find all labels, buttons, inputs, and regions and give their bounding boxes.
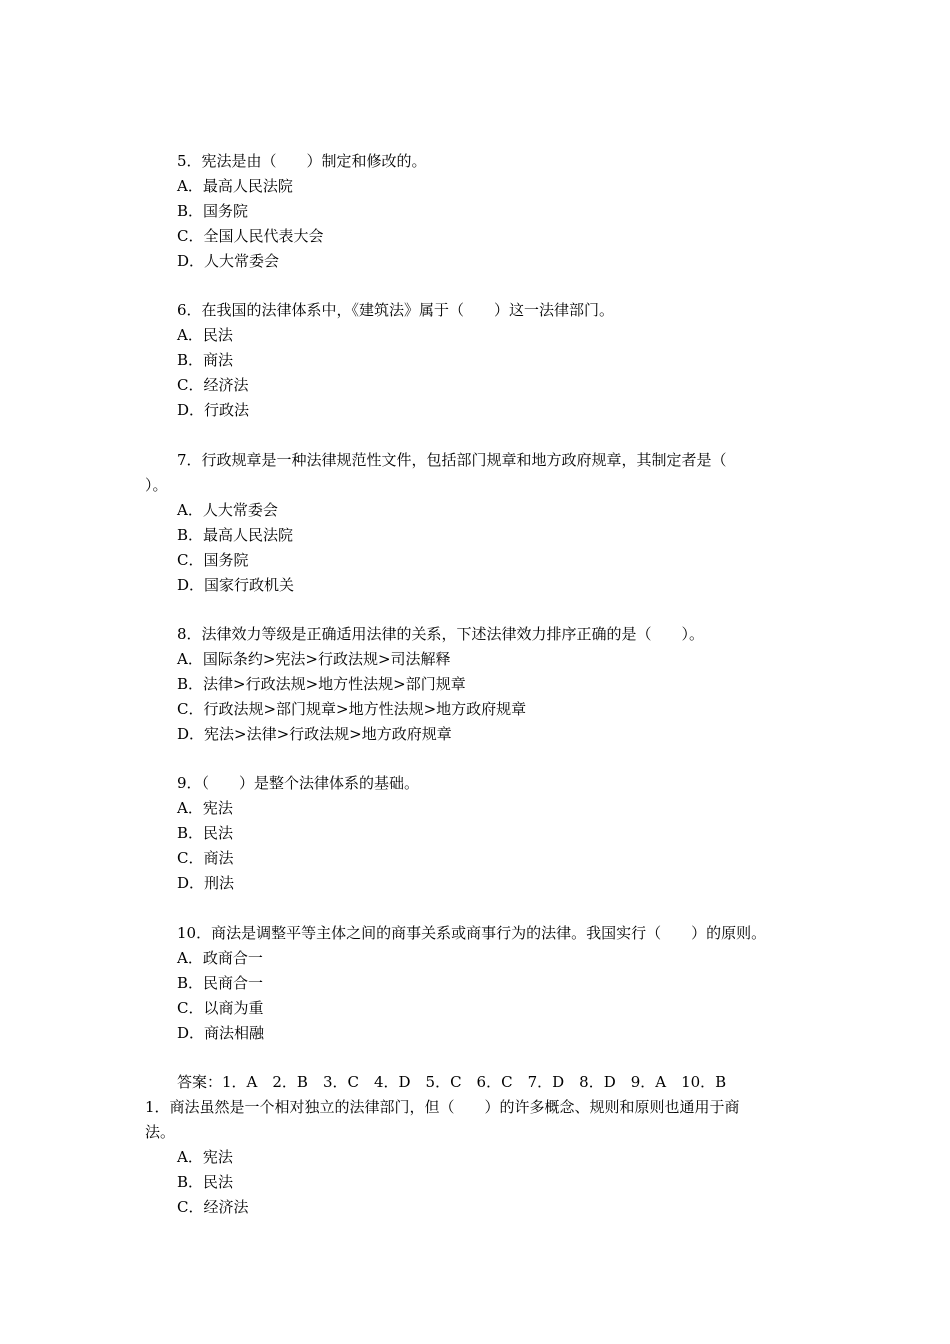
question-8-option-a: A．国际条约>宪法>行政法规>司法解释 bbox=[177, 650, 451, 668]
question-5-option-a: A．最高人民法院 bbox=[177, 177, 293, 195]
question-9-option-a: A．宪法 bbox=[177, 799, 233, 817]
question-9-option-d: D．刑法 bbox=[177, 874, 235, 892]
question-7-option-c: C．国务院 bbox=[177, 551, 249, 569]
question-7-option-d: D．国家行政机关 bbox=[177, 576, 295, 594]
question-10-option-c: C．以商为重 bbox=[177, 999, 264, 1017]
next-question-1-stem-continued: 法。 bbox=[145, 1123, 176, 1141]
question-10-option-b: B．民商合一 bbox=[177, 974, 264, 992]
question-6-option-b: B．商法 bbox=[177, 351, 234, 369]
question-7-stem: 7．行政规章是一种法律规范性文件，包括部门规章和地方政府规章，其制定者是（ bbox=[177, 451, 727, 469]
question-6-option-a: A．民法 bbox=[177, 326, 233, 344]
next-question-1-option-b: B．民法 bbox=[177, 1173, 234, 1191]
question-8-option-b: B．法律>行政法规>地方性法规>部门规章 bbox=[177, 675, 466, 693]
question-7-option-a: A．人大常委会 bbox=[177, 501, 278, 519]
question-9-stem: 9．（ ）是整个法律体系的基础。 bbox=[177, 774, 420, 792]
next-question-1-option-c: C．经济法 bbox=[177, 1198, 249, 1216]
question-10-option-d: D．商法相融 bbox=[177, 1024, 265, 1042]
question-9-option-c: C．商法 bbox=[177, 849, 234, 867]
question-10-option-a: A．政商合一 bbox=[177, 949, 263, 967]
question-7-option-b: B．最高人民法院 bbox=[177, 526, 294, 544]
question-6-stem: 6．在我国的法律体系中，《建筑法》属于（ ）这一法律部门。 bbox=[177, 301, 615, 319]
question-10-stem: 10．商法是调整平等主体之间的商事关系或商事行为的法律。我国实行（ ）的原则。 bbox=[177, 924, 767, 942]
question-5-stem: 5．宪法是由（ ）制定和修改的。 bbox=[177, 152, 427, 170]
question-6-option-c: C．经济法 bbox=[177, 376, 249, 394]
next-question-1-option-a: A．宪法 bbox=[177, 1148, 233, 1166]
answer-key: 答案：1．A 2．B 3．C 4．D 5．C 6．C 7．D 8．D 9．A 10．B bbox=[177, 1073, 727, 1091]
question-5-option-c: C．全国人民代表大会 bbox=[177, 227, 324, 245]
question-5-option-b: B．国务院 bbox=[177, 202, 249, 220]
question-6-option-d: D．行政法 bbox=[177, 401, 250, 419]
question-8-option-c: C．行政法规>部门规章>地方性法规>地方政府规章 bbox=[177, 700, 527, 718]
question-8-option-d: D．宪法>法律>行政法规>地方政府规章 bbox=[177, 725, 452, 743]
question-8-stem: 8．法律效力等级是正确适用法律的关系，下述法律效力排序正确的是（ ）。 bbox=[177, 625, 705, 643]
question-9-option-b: B．民法 bbox=[177, 824, 234, 842]
next-question-1-stem: 1．商法虽然是一个相对独立的法律部门，但（ ）的许多概念、规则和原则也通用于商 bbox=[145, 1098, 740, 1116]
question-7-stem-continued: ）。 bbox=[145, 476, 168, 494]
question-5-option-d: D．人大常委会 bbox=[177, 252, 280, 270]
